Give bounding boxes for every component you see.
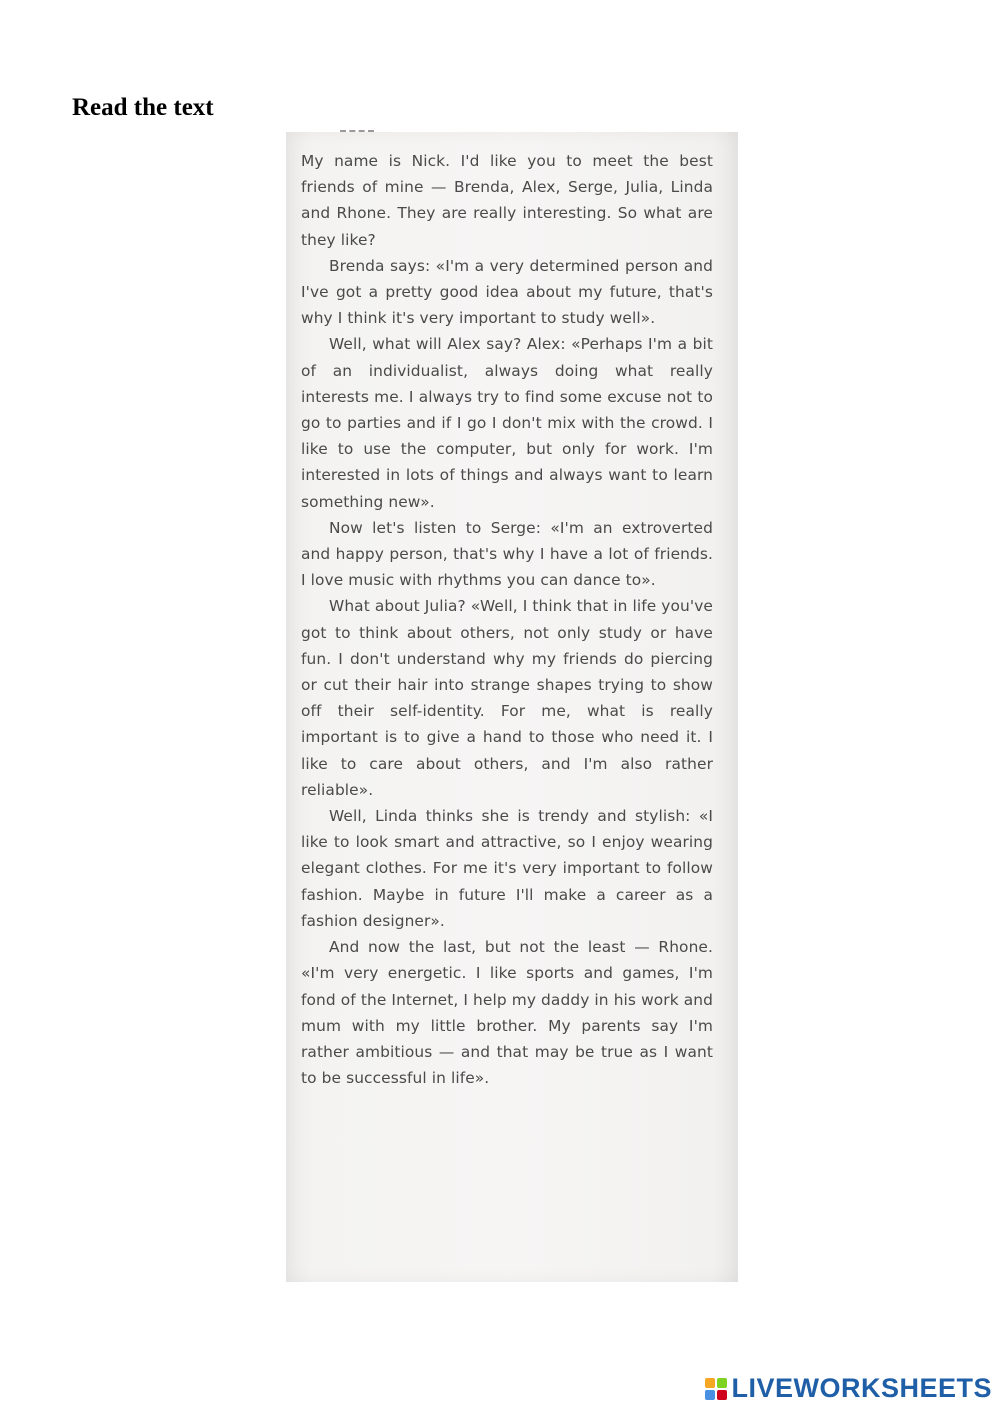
- paragraph-linda: Well, Linda thinks she is trendy and stylish: «I like to look smart and attractive, so I enjoy wearing elegant clothes. For me it's very important to follow fashion. Maybe in future I'll make a career as a fashion designer».: [301, 807, 713, 930]
- liveworksheets-logo[interactable]: [705, 1373, 992, 1404]
- page-title: Read the text: [72, 94, 214, 121]
- paragraph-julia: What about Julia? «Well, I think that in life you've got to think about others, not only study or have fun. I don't understand why my friends do piercing or cut their hair into strange shapes trying to show off their self-identity. For me, what is really important is to give a hand to those who need it. I like to care about others, and I'm also rather reliable».: [301, 597, 713, 799]
- logo-square-4: [717, 1390, 727, 1400]
- logo-square-1: [705, 1378, 715, 1388]
- paragraph-rhone: And now the last, but not the least — Rhone. «I'm very energetic. I like sports and games, I'm fond of the Internet, I help my daddy in his work and mum with my little brother. My parents say I'm rather ambitious — and that may be true as I want to be successful in life».: [301, 938, 713, 1088]
- logo-square-3: [705, 1390, 715, 1400]
- logo-text: LIVEWORKSHEETS: [731, 1373, 992, 1403]
- liveworksheets-logo-icon: [705, 1378, 727, 1400]
- paragraph-intro: My name is Nick. I'd like you to meet the best friends of mine — Brenda, Alex, Serge, Julia, Linda and Rhone. They are really interesting. So what are they like?: [301, 152, 713, 249]
- reading-passage: [301, 148, 713, 1091]
- logo-square-2: [717, 1378, 727, 1388]
- paragraph-brenda: Brenda says: «I'm a very determined person and I've got a pretty good idea about my future, that's why I think it's very important to study well».: [301, 256, 713, 328]
- paragraph-alex: Well, what will Alex say? Alex: «Perhaps I'm a bit of an individualist, always doing what really interests me. I always try to find some excuse not to go to parties and if I go I don't mix with the crowd. I like to use the computer, but only for work. I'm interested in lots of things and always want to learn something new».: [301, 335, 713, 511]
- paragraph-serge: Now let's listen to Serge: «I'm an extroverted and happy person, that's why I have a lot of friends. I love music with rhythms you can dance to».: [301, 518, 713, 590]
- scan-artifact-mark: [340, 130, 374, 135]
